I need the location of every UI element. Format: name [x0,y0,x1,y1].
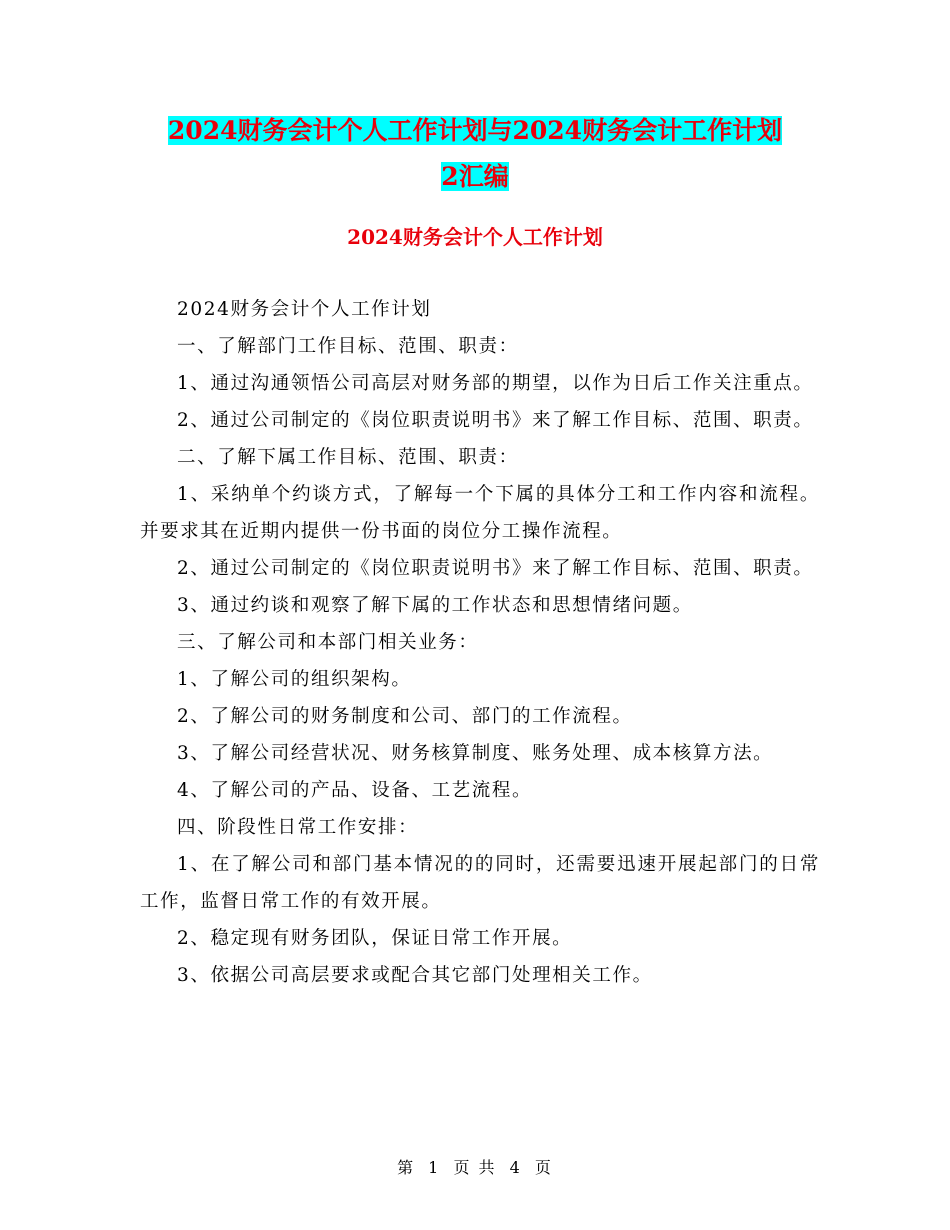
page-footer [0,1155,950,1178]
paragraph: 2024财务会计个人工作计划 [177,299,432,320]
paragraph: 2、了解公司的财务制度和公司、部门的工作流程。 [177,706,633,727]
paragraph: 二、了解下属工作目标、范围、职责： [177,447,519,468]
page-mid: 页 共 [453,1158,497,1177]
paragraph: 2、通过公司制定的《岗位职责说明书》来了解工作目标、范围、职责。 [177,558,814,579]
paragraph: 1、在了解公司和部门基本情况的的同时，还需要迅速开展起部门的日常工作，监督日常工作的有效开展。 [140,854,820,912]
document-title-line2: 2汇编 [441,162,509,191]
document-body [140,291,820,994]
paragraph: 三、了解公司和本部门相关业务： [177,632,479,653]
paragraph: 1、采纳单个约谈方式，了解每一个下属的具体分工和工作内容和流程。并要求其在近期内提供一份书面的岗位分工操作流程。 [140,484,820,542]
paragraph: 1、了解公司的组织架构。 [177,669,412,690]
paragraph: 一、了解部门工作目标、范围、职责： [177,336,519,357]
page-total: 4 [509,1158,522,1177]
paragraph: 4、了解公司的产品、设备、工艺流程。 [177,780,533,801]
paragraph: 3、通过约谈和观察了解下属的工作状态和思想情绪问题。 [177,595,693,616]
page-prefix: 第 [397,1158,416,1177]
document-title [140,108,810,200]
page-current: 1 [428,1158,441,1177]
paragraph: 四、阶段性日常工作安排： [177,817,419,838]
paragraph: 3、了解公司经营状况、财务核算制度、账务处理、成本核算方法。 [177,743,774,764]
paragraph: 2、通过公司制定的《岗位职责说明书》来了解工作目标、范围、职责。 [177,410,814,431]
paragraph: 2、稳定现有财务团队，保证日常工作开展。 [177,928,573,949]
section-title: 2024财务会计个人工作计划 [347,225,603,249]
paragraph: 3、依据公司高层要求或配合其它部门处理相关工作。 [177,965,653,986]
document-title-line1: 2024财务会计个人工作计划与2024财务会计工作计划 [167,116,783,145]
page-suffix: 页 [534,1158,553,1177]
paragraph: 1、通过沟通领悟公司高层对财务部的期望，以作为日后工作关注重点。 [177,373,814,394]
